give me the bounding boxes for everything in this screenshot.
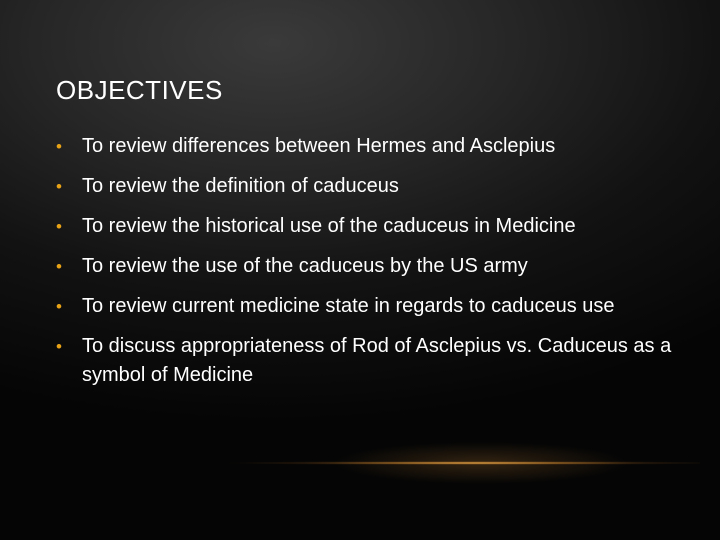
objective-item xyxy=(56,252,676,281)
objective-text: To review the historical use of the caduceus in Medicine xyxy=(82,215,576,237)
objective-item xyxy=(56,132,676,161)
objective-text: To review current medicine state in regards to caduceus use xyxy=(82,295,615,317)
bullet-icon: • xyxy=(56,177,62,196)
objective-text: To review the definition of caduceus xyxy=(82,175,399,197)
bullet-icon: • xyxy=(56,137,62,156)
objectives-list xyxy=(56,132,676,401)
objective-text: To discuss appropriateness of Rod of Asclepius vs. Caduceus as a symbol of Medicine xyxy=(82,335,672,386)
objective-item xyxy=(56,212,676,241)
objective-text: To review differences between Hermes and Asclepius xyxy=(82,135,556,157)
bullet-icon: • xyxy=(56,297,62,316)
bullet-icon: • xyxy=(56,217,62,236)
objective-text: To review the use of the caduceus by the US army xyxy=(82,255,528,277)
glow-haze-decoration xyxy=(250,430,670,490)
bullet-icon: • xyxy=(56,257,62,276)
objective-item xyxy=(56,332,676,390)
objective-item xyxy=(56,292,676,321)
objective-item xyxy=(56,172,676,201)
glow-line-decoration xyxy=(200,461,700,465)
bullet-icon: • xyxy=(56,337,62,356)
slide-title: OBJECTIVES xyxy=(56,75,223,105)
